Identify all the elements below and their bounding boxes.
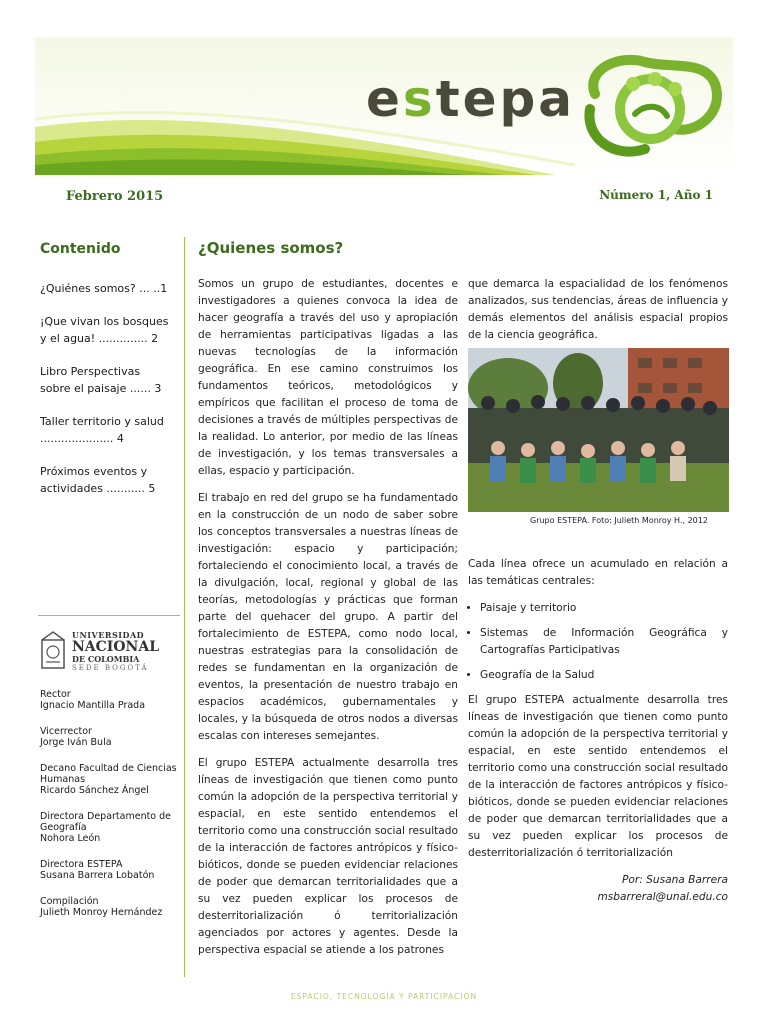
staff-list — [40, 689, 180, 933]
staff-entry: Vicerrector Jorge Iván Bula — [40, 726, 112, 748]
staff-entry: Decano Facultad de Ciencias Humanas Ricardo Sánchez Ángel — [40, 763, 177, 796]
list-item: • Geografía de la Salud — [480, 667, 728, 684]
toc-title: Contenido — [40, 241, 121, 257]
footer-tagline: ESPACIO, TECNOLOGÍA Y PARTICIPACIÓN — [290, 992, 478, 1001]
article-column-2-bottom — [468, 556, 728, 906]
author-signature: Por: Susana Barrera — [621, 874, 728, 886]
toc-item[interactable]: Libro Perspectivas sobre el paisaje ...... 3 — [40, 365, 162, 395]
paragraph: El grupo ESTEPA actualmente desarrolla tres líneas de investigación que tienen como punto común la adopción de la perspectiva territorial y espacial, en este sentido entendemos el territorio como una construcción social resultado de la interacción de factores antrópicos y físico-bióticos, donde se pueden evidenciar relaciones de poder que demarcan territorialidades que a su vez pueden explicar los procesos de desterritorialización ó territorialización agenciados por actores y agentes. Desde la perspectiva espacial se atiende a los patrones — [198, 757, 458, 956]
author-email[interactable]: msbarreral@unal.edu.co — [597, 891, 728, 903]
paragraph: que demarca la espacialidad de los fenómenos analizados, sus tendencias, áreas de influencia y demás elementos del análisis espacial propios de la ciencia geográfica. — [468, 278, 728, 341]
paragraph: El trabajo en red del grupo se ha fundamentado en la construcción de un nodo de saber sobre los conceptos transversales a nuestras líneas de investigación: espacio y participación; fortaleciendo el conocimiento local, a través de la divulgación, local, regional y global de las teorías, metodologías y prácticas que forman parte del quehacer del grupo. A partir del fortalecimiento de ESTEPA, como nodo local, nuestras estrategias para la consolidación de redes se fundamentan en la organización de eventos, la presentación de nuestro trabajo en espacios académicos, gubernamentales y locales, y la búsqueda de otros nodos a diversas escalas con intereses semejantes. — [198, 492, 458, 742]
paragraph: Somos un grupo de estudiantes, docentes e investigadores a quienes convoca la idea de hacer geografía a través del uso y apropiación de herramientas participativas ligadas a las nuevas tecnologías de la información geográfica. En ese camino construimos los fundamentos teóricos, metodológicos y empíricos que facilitan el proceso de toma de decisiones a través de múltiples perspectivas de la realidad. Lo anterior, por medio de las líneas de investigación, y los temas transversales a ellas, espacio y participación. — [198, 278, 458, 477]
research-lines-list — [468, 600, 728, 684]
toc-item[interactable]: Taller territorio y salud ..................... 4 — [40, 415, 164, 445]
group-photo — [468, 348, 729, 512]
toc-item[interactable]: ¿Quiénes somos? ... ..1 — [40, 282, 168, 295]
article-column-1 — [198, 276, 458, 969]
divider — [38, 615, 180, 616]
toc-item[interactable]: ¡Que vivan los bosques y el agua! .............. 2 — [40, 315, 169, 345]
university-seal-icon — [38, 630, 68, 672]
brand-wordmark: estepa — [366, 70, 576, 128]
issue-number: Número 1, Año 1 — [599, 188, 713, 202]
list-item: • Paisaje y territorio — [480, 600, 728, 617]
column-divider — [184, 237, 185, 977]
article-title: ¿Quienes somos? — [198, 239, 344, 257]
photo-caption: Grupo ESTEPA. Foto: Julieth Monroy H., 2012 — [530, 516, 708, 525]
article-column-2-top — [468, 276, 728, 354]
toc-item[interactable]: Próximos eventos y actividades ........... 5 — [40, 465, 156, 495]
staff-entry: Compilación Julieth Monroy Hernández — [40, 896, 163, 918]
staff-entry: Directora ESTEPA Susana Barrera Lobatón — [40, 859, 155, 881]
estepa-logo-icon — [575, 54, 725, 168]
table-of-contents — [40, 280, 170, 513]
list-item: • Sistemas de Información Geográfica y Cartografías Participativas — [480, 625, 728, 659]
staff-entry: Rector Ignacio Mantilla Prada — [40, 689, 146, 711]
university-logo: UNIVERSIDAD NACIONAL DE COLOMBIA SEDE BOGOTÁ — [38, 630, 158, 676]
staff-entry: Directora Departamento de Geografía Nohora León — [40, 811, 172, 844]
paragraph: Cada línea ofrece un acumulado en relación a las temáticas centrales: — [468, 558, 728, 587]
issue-date: Febrero 2015 — [66, 189, 164, 204]
paragraph: El grupo ESTEPA actualmente desarrolla tres líneas de investigación que tienen como punto común la adopción de la perspectiva territorial y espacial, en este sentido entendemos el territorio como una construcción social resultado de la interacción de factores antrópicos y físico-bióticos, donde se pueden evidenciar relaciones de poder que demarcan territorialidades que a su vez pueden explicar los procesos de desterritorialización ó territorialización — [468, 694, 728, 859]
